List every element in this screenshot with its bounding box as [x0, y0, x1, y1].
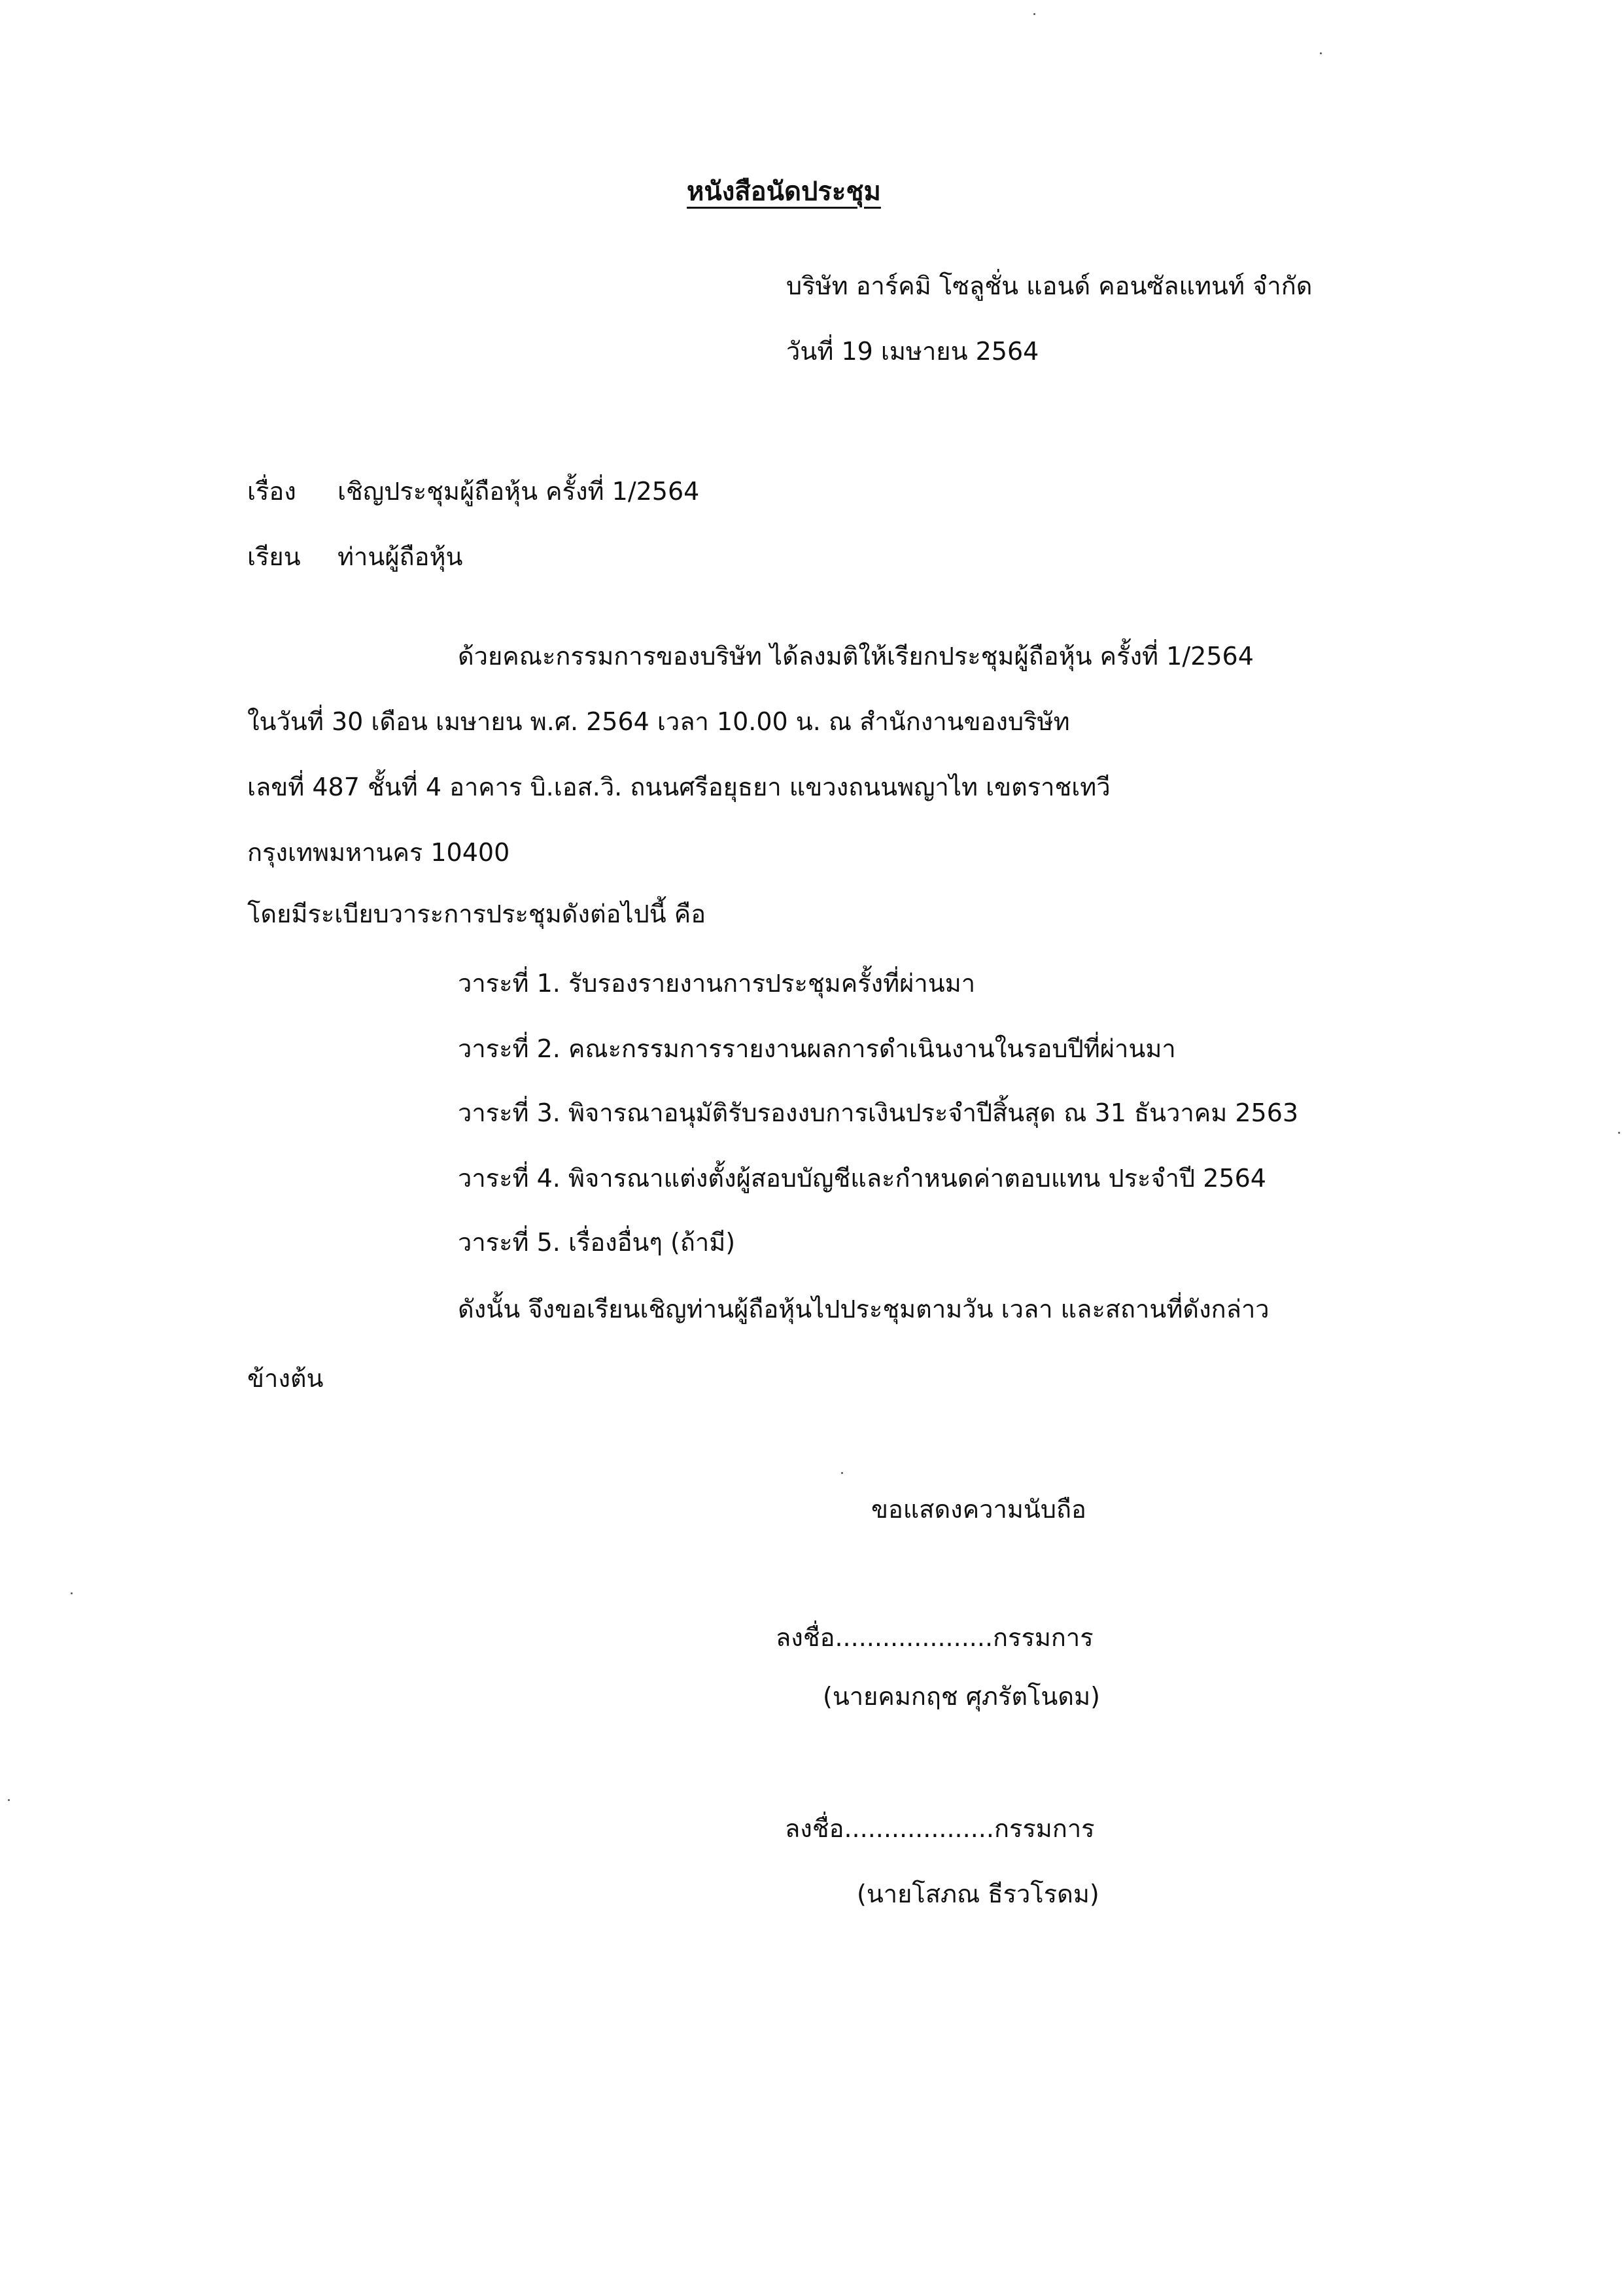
scan-speck: [841, 1472, 843, 1474]
subject-text: เชิญประชุมผู้ถือหุ้น ครั้งที่ 1/2564: [337, 477, 700, 506]
body-line-1: ด้วยคณะกรรมการของบริษัท ได้ลงมติให้เรียกประชุมผู้ถือหุ้น ครั้งที่ 1/2564: [458, 642, 1254, 671]
scan-speck: [1320, 52, 1322, 54]
closing-line-2: ข้างต้น: [247, 1364, 324, 1393]
document-title: หนังสือนัดประชุม: [687, 177, 881, 207]
scan-speck: [1033, 13, 1035, 15]
body-line-2: ในวันที่ 30 เดือน เมษายน พ.ศ. 2564 เวลา 10.00 น. ณ สำนักงานของบริษัท: [247, 707, 1070, 736]
agenda-item: วาระที่ 5. เรื่องอื่นๆ (ถ้ามี): [458, 1228, 736, 1257]
scan-speck: [8, 1799, 10, 1801]
signatory-name: (นายโสภณ ธีรวโรดม): [857, 1880, 1099, 1908]
signature-line: ลงชื่อ....................กรรมการ: [776, 1623, 1094, 1652]
letter-date: วันที่ 19 เมษายน 2564: [786, 337, 1039, 366]
agenda-item: วาระที่ 3. พิจารณาอนุมัติรับรองงบการเงินประจำปีสิ้นสุด ณ 31 ธันวาคม 2563: [458, 1098, 1299, 1127]
body-line-5: โดยมีระเบียบวาระการประชุมดังต่อไปนี้ คือ: [247, 900, 706, 928]
addressee-text: ท่านผู้ถือหุ้น: [337, 542, 463, 571]
body-line-4: กรุงเทพมหานคร 10400: [247, 838, 510, 867]
subject-label: เรื่อง: [247, 477, 296, 506]
addressee-label: เรียน: [247, 542, 301, 571]
scan-speck: [1618, 1132, 1620, 1134]
agenda-item: วาระที่ 2. คณะกรรมการรายงานผลการดำเนินงานในรอบปีที่ผ่านมา: [458, 1034, 1176, 1063]
body-line-3: เลขที่ 487 ชั้นที่ 4 อาคาร บิ.เอส.วิ. ถนนศรีอยุธยา แขวงถนนพญาไท เขตราชเทวี: [247, 773, 1111, 801]
company-name: บริษัท อาร์คมิ โซลูชั่น แอนด์ คอนซัลแทนท์ จำกัด: [786, 272, 1313, 300]
closing-line-1: ดังนั้น จึงขอเรียนเชิญท่านผู้ถือหุ้นไปประชุมตามวัน เวลา และสถานที่ดังกล่าว: [458, 1295, 1270, 1323]
regards: ขอแสดงความนับถือ: [871, 1495, 1086, 1524]
signature-line: ลงชื่อ...................กรรมการ: [785, 1814, 1095, 1843]
signatory-name: (นายคมกฤช ศุภรัตโนดม): [823, 1682, 1100, 1711]
agenda-item: วาระที่ 4. พิจารณาแต่งตั้งผู้สอบบัญชีและกำหนดค่าตอบแทน ประจำปี 2564: [458, 1164, 1266, 1193]
scan-speck: [71, 1592, 73, 1594]
agenda-item: วาระที่ 1. รับรองรายงานการประชุมครั้งที่ผ่านมา: [458, 969, 976, 998]
